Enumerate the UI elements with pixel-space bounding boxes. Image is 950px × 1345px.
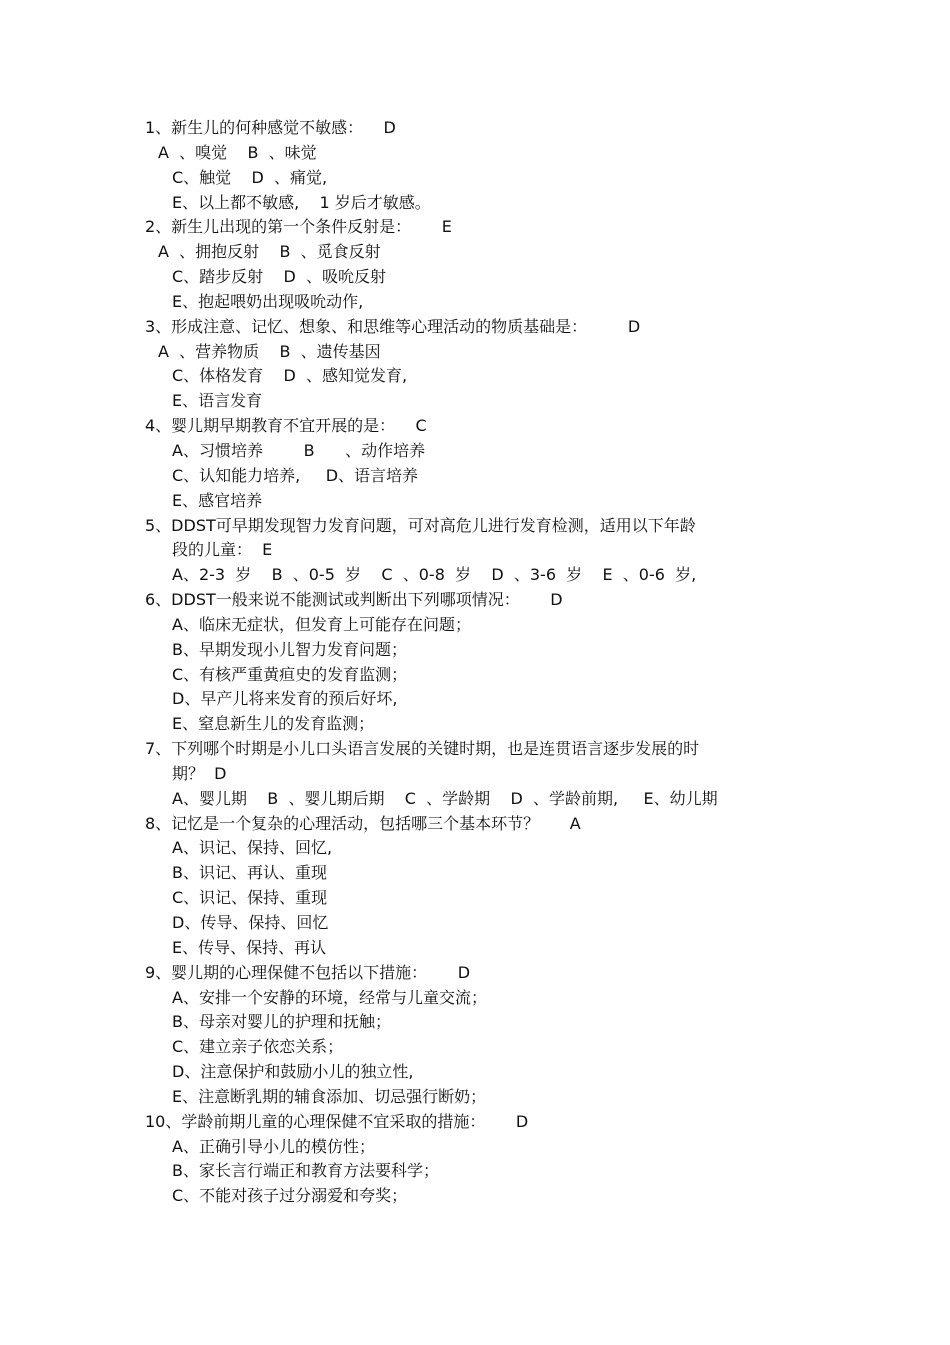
option-line: A、正确引导小儿的模仿性； (172, 1136, 375, 1156)
option-line: C、体格发育 D 、感知觉发育, (172, 366, 408, 386)
option-line: A、习惯培养 B 、动作培养 (172, 440, 426, 460)
question-3: 3、形成注意、记忆、想象、和思维等心理活动的物质基础是： D (145, 316, 641, 336)
option-line: B、家长言行端正和教育方法要科学； (172, 1161, 439, 1181)
option-line: C、踏步反射 D 、吸吮反射 (172, 267, 387, 287)
option-line: E、抱起喂奶出现吸吮动作, (172, 291, 364, 311)
option-line: B、早期发现小儿智力发育问题； (172, 639, 407, 659)
option-line: A、识记、保持、回忆, (172, 838, 333, 858)
option-line: E、以上都不敏感, 1 岁后才敏感。 (172, 192, 431, 212)
option-line: E、窒息新生儿的发育监测； (172, 714, 375, 734)
question-9: 9、婴儿期的心理保健不包括以下措施： D (145, 962, 471, 982)
option-line: C、有核严重黄疸史的发育监测； (172, 664, 408, 684)
option-line: E、语言发育 (172, 391, 263, 411)
option-line: D、早产儿将来发育的预后好坏, (172, 689, 398, 709)
option-line: C、识记、保持、重现 (172, 888, 328, 908)
option-line: A 、嗅觉 B 、味觉 (158, 142, 317, 162)
option-line: A 、营养物质 B 、遗传基因 (158, 341, 381, 361)
option-line: C、触觉 D 、痛觉, (172, 167, 328, 187)
option-line: B、母亲对婴儿的护理和抚触； (172, 1012, 391, 1032)
question-2: 2、新生儿出现的第一个条件反射是： E (145, 217, 452, 237)
question-8: 8、记忆是一个复杂的心理活动，包括哪三个基本环节？ A (145, 813, 581, 833)
option-line: A、安排一个安静的环境，经常与儿童交流； (172, 987, 487, 1007)
option-line: E、感官培养 (172, 490, 263, 510)
question-10: 10、学龄前期儿童的心理保健不宜采取的措施： D (145, 1111, 529, 1131)
option-line: A、婴儿期 B 、婴儿期后期 C 、学龄期 D 、学龄前期, E、幼儿期 (172, 788, 718, 808)
option-line: D、注意保护和鼓励小儿的独立性, (172, 1062, 414, 1082)
option-line: A、2-3 岁 B 、0-5 岁 C 、0-8 岁 D 、3-6 岁 E 、0-6 岁, (172, 565, 697, 585)
option-line: B、识记、再认、重现 (172, 863, 327, 883)
question-6: 6、DDST一般来说不能测试或判断出下列哪项情况： D (145, 590, 563, 610)
option-line: C、建立亲子依恋关系； (172, 1037, 344, 1057)
option-line: E、注意断乳期的辅食添加、切忌强行断奶； (172, 1086, 487, 1106)
option-line: A、临床无症状，但发育上可能存在问题； (172, 614, 471, 634)
option-line: D、传导、保持、回忆 (172, 913, 329, 932)
option-line: A 、拥抱反射 B 、觅食反射 (158, 242, 381, 262)
document-body (0, 116, 950, 1209)
option-line: C、认知能力培养, D、语言培养 (172, 465, 419, 485)
question-continuation: 期？ D (172, 763, 227, 783)
question-4: 4、婴儿期早期教育不宜开展的是： C (145, 416, 427, 436)
question-1: 1、新生儿的何种感觉不敏感： D (145, 118, 396, 137)
option-line: C、不能对孩子过分溺爱和夸奖； (172, 1186, 408, 1206)
question-7: 7、下列哪个时期是小儿口头语言发展的关键时期，也是连贯语言逐步发展的时 (145, 739, 700, 759)
question-5: 5、DDST可早期发现智力发育问题，可对高危儿进行发育检测，适用以下年龄 (145, 515, 696, 535)
option-line: E、传导、保持、再认 (172, 937, 327, 957)
question-continuation: 段的儿童： E (172, 540, 273, 560)
